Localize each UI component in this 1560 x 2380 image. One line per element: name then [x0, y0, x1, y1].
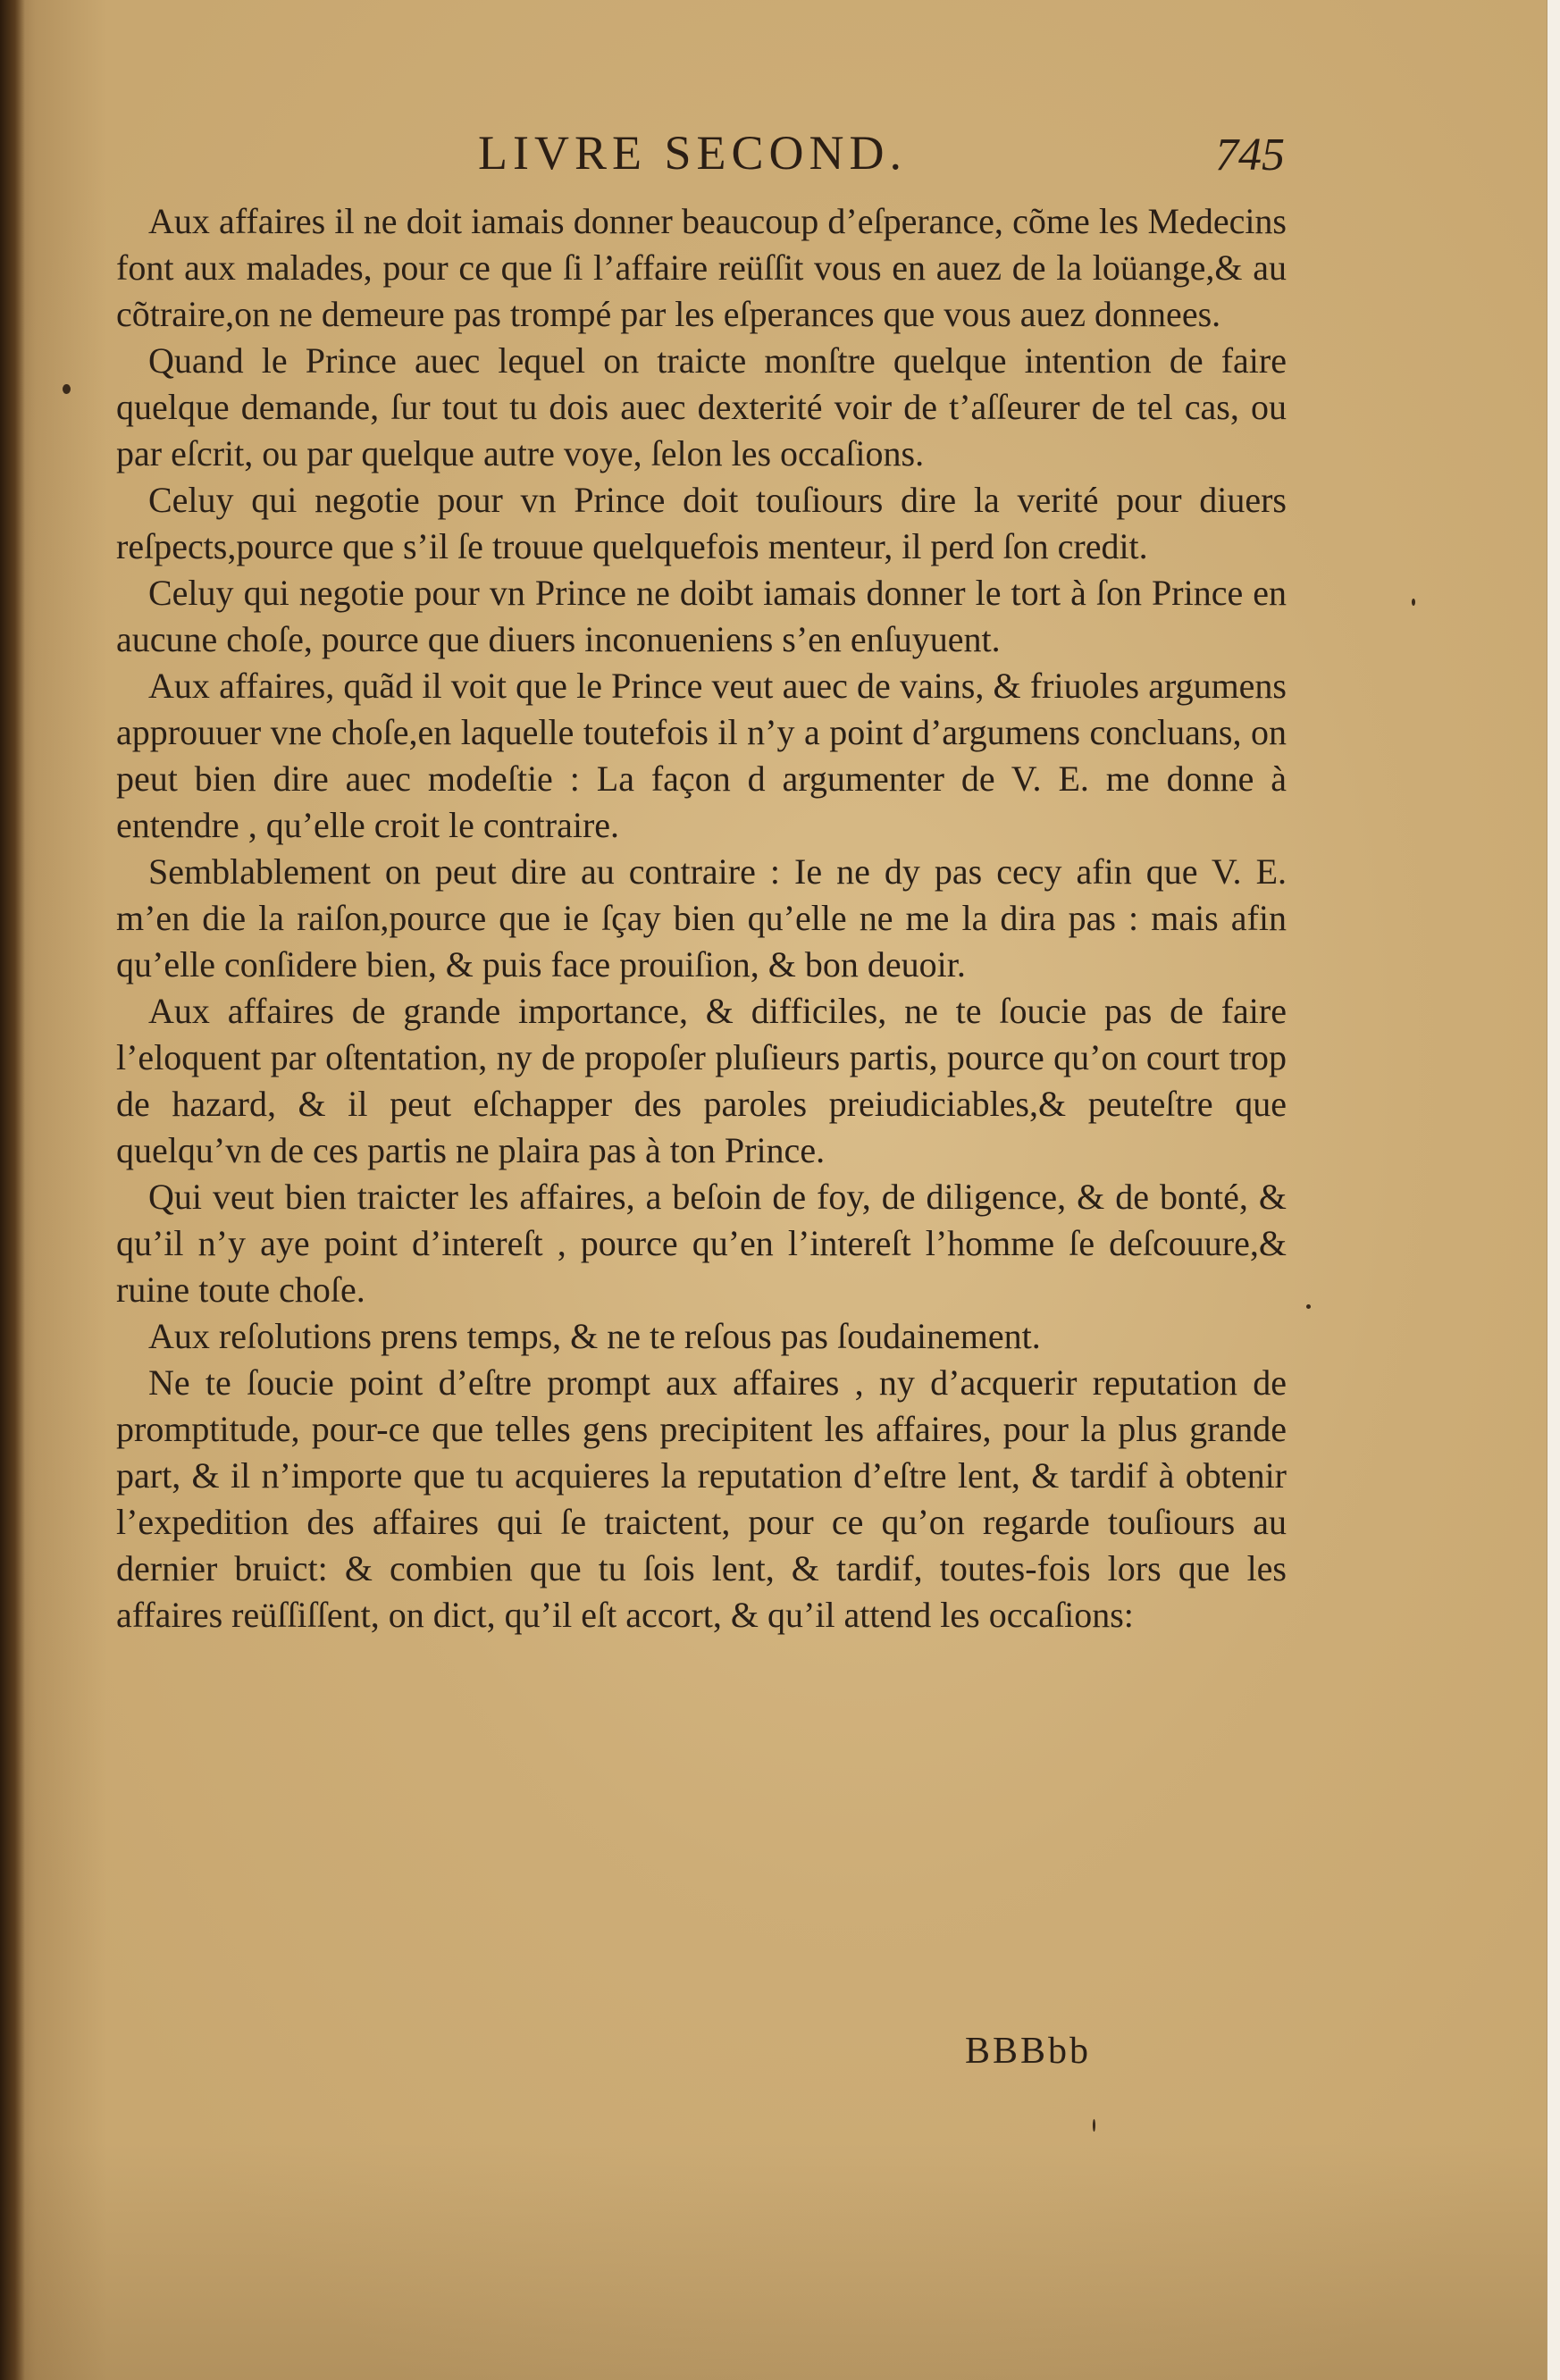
ink-speck [63, 384, 71, 394]
paragraph: Aux affaires, quãd il voit que le Prince veut auec de vains, & friuoles argumens approuuer vne choſe,en laquelle toutefois il n’y a point d’argumens concluans, on peut bien dire auec modeſtie : La façon d argumenter de V. E. me donne à entendre , qu’elle croit le contraire. [116, 666, 1287, 845]
binding-gutter [0, 0, 25, 2380]
body-text [116, 198, 1287, 1638]
paragraph: Semblablement on peut dire au contraire : Ie ne dy pas cecy afin que V. E. m’en die la raiſon,pource que ie ſçay bien qu’elle ne me la dira pas : mais afin qu’elle conſidere bien, & puis face prouiſion, & bon deuoir. [116, 851, 1287, 985]
paragraph: Ne te ſoucie point d’eſtre prompt aux affaires , ny d’acquerir reputation de promptitude, pour-ce que telles gens precipitent les affaires, pour la plus grande part, & il n’importe que tu acquieres la reputation d’eſtre lent, & tardif à obtenir l’expedition des affaires qui ſe traictent, pour ce qu’on regarde touſiours au dernier bruict: & combien que tu ſois lent, & tardif, toutes-fois lors que les affaires reüſſiſſent, on dict, qu’il eſt accort, & qu’il attend les occaſions: [116, 1362, 1287, 1635]
page-edge [1547, 0, 1560, 2380]
paragraph: Aux affaires de grande importance, & difficiles, ne te ſoucie pas de faire l’eloquent par oſtentation, ny de propoſer pluſieurs partis, pource qu’on court trop de hazard, & il peut eſchapper des paroles preiudiciables,& peuteſtre que quelqu’vn de ces partis ne plaira pas à ton Prince. [116, 991, 1287, 1170]
paragraph: Celuy qui negotie pour vn Prince ne doibt iamais donner le tort à ſon Prince en aucune choſe, pource que diuers inconueniens s’en enſuyuent. [116, 573, 1287, 659]
paragraph: Aux affaires il ne doit iamais donner beaucoup d’eſperance, cõme les Medecins font aux malades, pour ce que ſi l’affaire reüſſit vous en auez de la loüange,& au cõtraire,on ne demeure pas trompé par les eſperances que vous auez donnees. [116, 201, 1287, 334]
signature-mark: BBBbb [965, 2031, 1092, 2072]
ink-speck [1412, 599, 1415, 606]
running-head [0, 125, 1560, 188]
paragraph: Qui veut bien traicter les affaires, a beſoin de foy, de diligence, & de bonté, & qu’il n’y aye point d’intereſt , pource qu’en l’intereſt l’homme ſe deſcouure,& ruine toute choſe. [116, 1177, 1287, 1310]
ink-speck [1306, 1304, 1311, 1309]
paragraph: Celuy qui negotie pour vn Prince doit touſiours dire la verité pour diuers reſpects,pource que s’il ſe trouue quelquefois menteur, il perd ſon credit. [116, 480, 1287, 566]
running-title: LIVRE SECOND. [478, 126, 907, 180]
paragraph: Quand le Prince auec lequel on traicte monſtre quelque intention de faire quelque demande, ſur tout tu dois auec dexterité voir de t’aſſeurer de tel cas, ou par eſcrit, ou par quelque autre voye, ſelon les occaſions. [116, 340, 1287, 473]
page-number: 745 [1215, 130, 1285, 180]
ink-speck [1093, 2119, 1095, 2132]
paragraph: Aux reſolutions prens temps, & ne te reſous pas ſoudainement. [148, 1316, 1041, 1356]
